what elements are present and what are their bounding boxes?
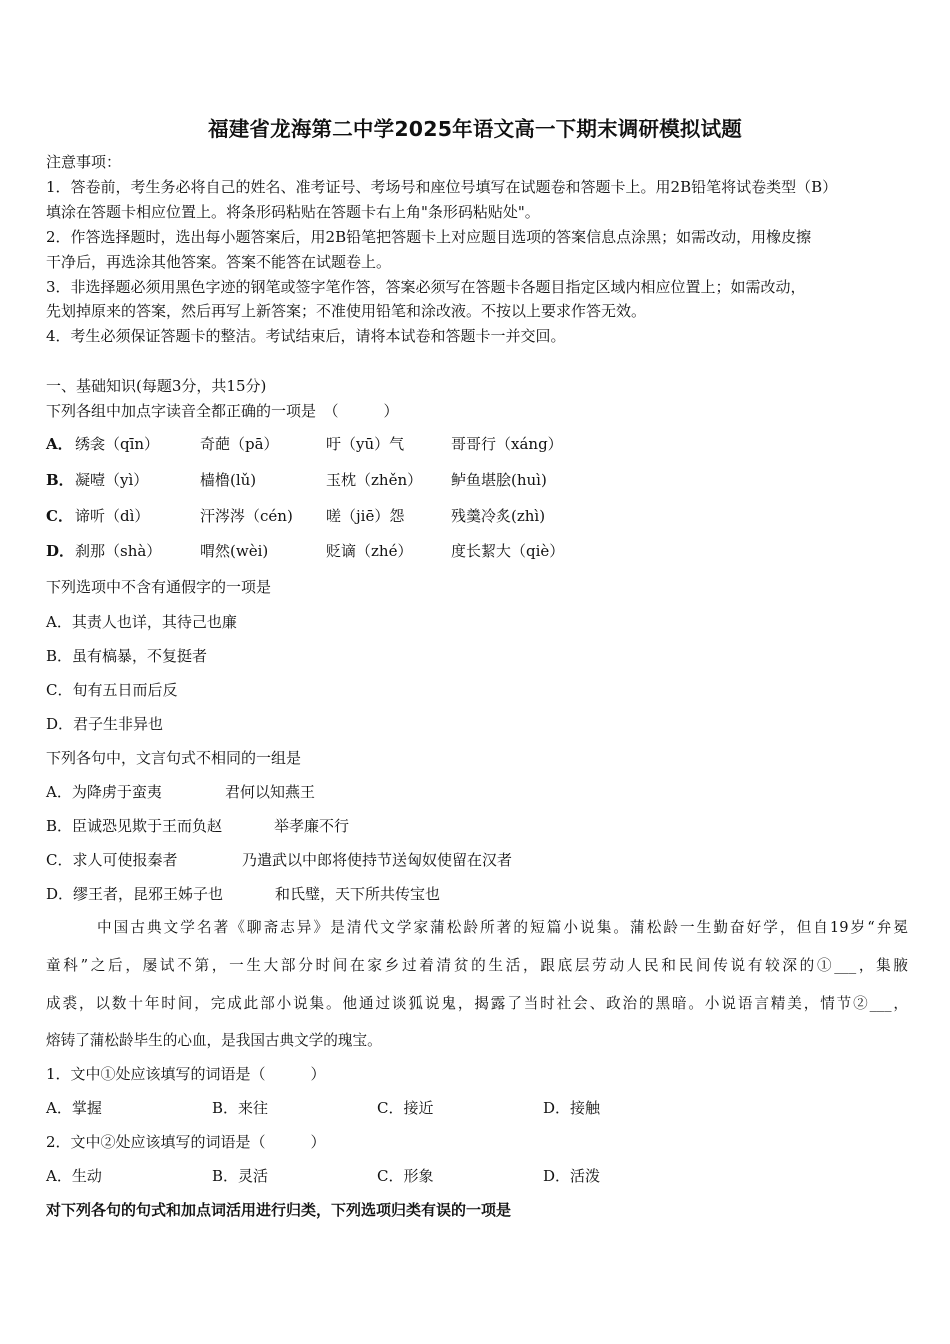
question-stem: 对下列各句的句式和加点词活用进行归类，下列选项归类有误的一项是 xyxy=(46,1201,512,1219)
option-item: 哥哥行（xáng） xyxy=(451,435,563,453)
option-part-a: C．求人可使报秦者 xyxy=(46,851,178,869)
option-item: 鲈鱼堪脍(huì) xyxy=(451,471,547,489)
option-item: C．接近 xyxy=(377,1099,434,1117)
option-label: B． xyxy=(46,471,74,489)
notice-line: 2．作答选择题时，选出每小题答案后，用2B铅笔把答题卡上对应题目选项的答案信息点涂黑；如需改动，用橡皮擦 xyxy=(46,228,812,246)
notice-line: 3．非选择题必须用黑色字迹的钢笔或签字笔作答，答案必须写在答题卡各题目指定区域内相应位置上；如需改动， xyxy=(46,278,806,296)
notice-heading: 注意事项： xyxy=(46,153,122,171)
option-item: 嗟（jiē）怨 xyxy=(326,507,405,525)
option-line: A．其责人也详，其待己也廉 xyxy=(46,613,237,631)
option-line: C．旬有五日而后反 xyxy=(46,681,178,699)
notice-line: 1．答卷前，考生务必将自己的姓名、准考证号、考场号和座位号填写在试题卷和答题卡上。用2B铅笔将试卷类型（B） xyxy=(46,178,838,196)
option-item: 凝噎（yì） xyxy=(75,471,149,489)
option-item: C．形象 xyxy=(377,1167,434,1185)
option-part-a: B．臣诚恐见欺于王而负赵 xyxy=(46,817,223,835)
option-part-b: 举孝廉不行 xyxy=(274,817,350,835)
option-item: 喟然(wèi) xyxy=(200,542,269,560)
question-stem: 1．文中①处应该填写的词语是（ ） xyxy=(46,1065,326,1083)
notice-line: 4．考生必须保证答题卡的整洁。考试结束后，请将本试卷和答题卡一并交回。 xyxy=(46,327,566,345)
option-item: 绣衾（qīn） xyxy=(75,435,160,453)
option-item: 奇葩（pā） xyxy=(200,435,279,453)
question-stem: 下列选项中不含有通假字的一项是 xyxy=(46,578,272,596)
option-item: 汗涔涔（cén) xyxy=(200,507,293,525)
option-part-b: 乃遣武以中郎将使持节送匈奴使留在汉者 xyxy=(242,851,513,869)
option-part-b: 君何以知燕王 xyxy=(225,783,316,801)
option-item: 玉枕（zhěn） xyxy=(326,471,423,489)
option-label: C． xyxy=(46,507,73,525)
option-item: A．生动 xyxy=(46,1167,102,1185)
option-part-a: A．为降虏于蛮夷 xyxy=(46,783,162,801)
option-item: 残羹冷炙(zhì) xyxy=(451,507,546,525)
question-stem: 2．文中②处应该填写的词语是（ ） xyxy=(46,1133,326,1151)
option-label: A． xyxy=(46,435,73,453)
option-item: B．来往 xyxy=(212,1099,269,1117)
option-item: 度长絜大（qiè） xyxy=(451,542,565,560)
passage-line: 中国古典文学名著《聊斋志异》是清代文学家蒲松龄所著的短篇小说集。蒲松龄一生勤奋好学，但自19岁“弁冕 xyxy=(97,919,908,936)
section-heading: 一、基础知识(每题3分，共15分) xyxy=(46,377,267,395)
option-line: B．虽有槁暴，不复挺者 xyxy=(46,647,208,665)
passage-line: 童科”之后，屡试不第，一生大部分时间在家乡过着清贫的生活，跟底层劳动人民和民间传说有较深的①___，集腋 xyxy=(46,957,908,974)
question-stem: 下列各句中，文言句式不相同的一组是 xyxy=(46,749,302,767)
option-item: 刹那（shà） xyxy=(75,542,162,560)
notice-line: 干净后，再选涂其他答案。答案不能答在试题卷上。 xyxy=(46,253,392,271)
option-item: B．灵活 xyxy=(212,1167,269,1185)
option-item: 贬谪（zhé） xyxy=(326,542,413,560)
passage-line: 成裘，以数十年时间，完成此部小说集。他通过谈狐说鬼，揭露了当时社会、政治的黑暗。小说语言精美，情节②___， xyxy=(46,995,908,1012)
passage-line: 熔铸了蒲松龄毕生的心血，是我国古典文学的瑰宝。 xyxy=(46,1032,382,1049)
notice-line: 先划掉原来的答案，然后再写上新答案；不准使用铅笔和涂改液。不按以上要求作答无效。 xyxy=(46,302,647,320)
option-item: A．掌握 xyxy=(46,1099,102,1117)
option-item: 樯橹(lǔ) xyxy=(200,471,257,489)
option-item: D．接触 xyxy=(543,1099,601,1117)
option-part-b: 和氏璧，天下所共传宝也 xyxy=(275,885,441,903)
option-item: 谛听（dì） xyxy=(75,507,150,525)
option-item: D．活泼 xyxy=(543,1167,601,1185)
page-title: 福建省龙海第二中学2025年语文高一下期末调研模拟试题 xyxy=(208,117,742,141)
question-stem: 下列各组中加点字读音全都正确的一项是 （ ） xyxy=(46,402,399,420)
option-label: D． xyxy=(46,542,75,560)
notice-line: 填涂在答题卡相应位置上。将条形码粘贴在答题卡右上角"条形码粘贴处"。 xyxy=(46,203,540,221)
option-part-a: D．缪王者，昆邪王姊子也 xyxy=(46,885,224,903)
option-line: D．君子生非异也 xyxy=(46,715,164,733)
option-item: 吁（yū）气 xyxy=(326,435,405,453)
